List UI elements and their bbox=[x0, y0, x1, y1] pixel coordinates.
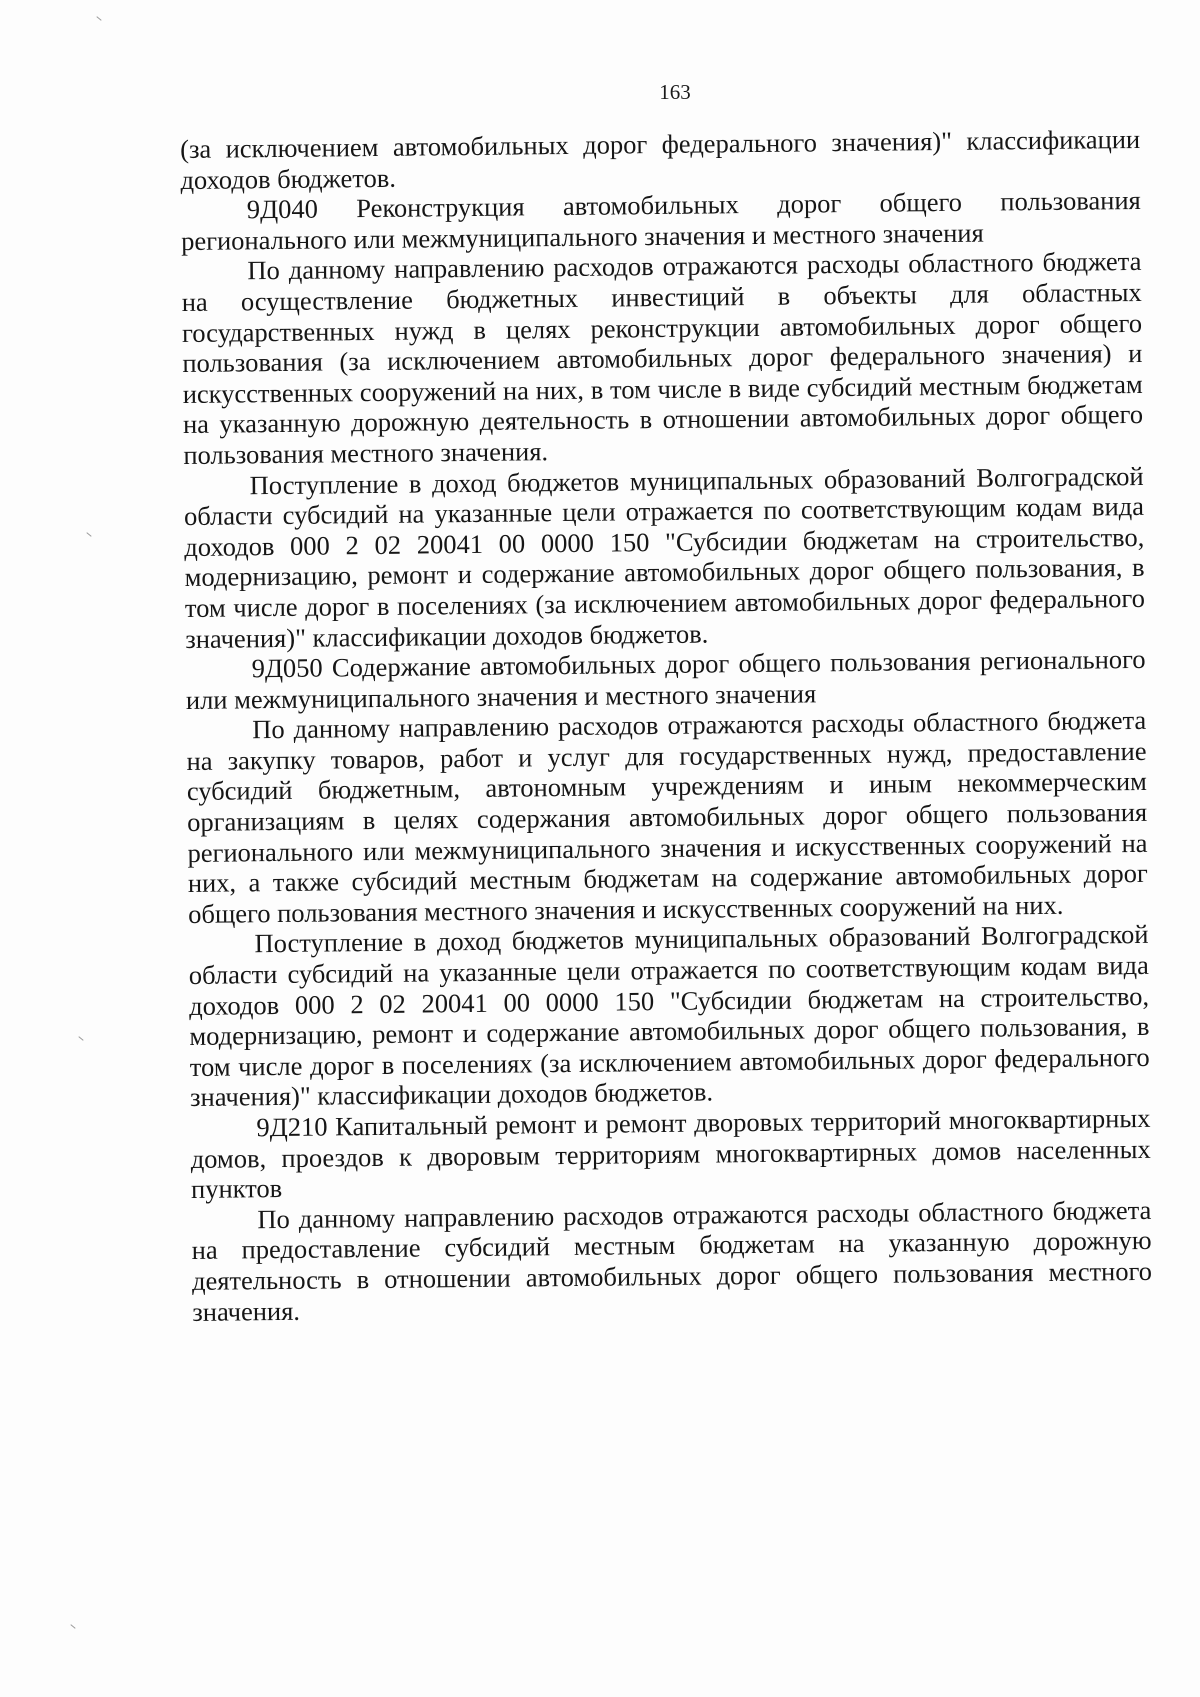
paragraph-9d210-description: По данному направлению расходов отражаются расходы областного бюджета на предоставление субсидий местным бюджетам на указанную дорожную деятельность в отношении автомобильных дорог общего пользования местного значения. bbox=[191, 1194, 1153, 1327]
scan-artifact bbox=[86, 532, 91, 537]
paragraph-9d040-description: По данному направлению расходов отражаются расходы областного бюджета на осуществление бюджетных инвестиций в объекты для областных государственных нужд в целях реконструкции автомобильных дорог общего пользования (за исключением автомобильных дорог федерального значения) и искусственных сооружений на них, в том числе в виде субсидий местным бюджетам на указанную дорожную деятельность в отношении автомобильных дорог общего пользования местного значения. bbox=[181, 246, 1144, 470]
scan-artifact bbox=[78, 1036, 83, 1041]
scan-artifact bbox=[96, 16, 101, 21]
paragraph-9d040-income: Поступление в доход бюджетов муниципальных образований Волгоградской области субсидий на указанные цели отражается по соответствующим кодам вида доходов 000 2 02 20041 00 0000 150 "Субсидии бюджетам на строительство, модернизацию, ремонт и содержание автомобильных дорог общего пользования, в том числе дорог в поселениях (за исключением автомобильных дорог федерального значения)" классификации доходов бюджетов. bbox=[183, 460, 1146, 654]
paragraph-continuation: (за исключением автомобильных дорог федерального значения)" классификации доходов бюджетов. bbox=[180, 123, 1141, 195]
page-number: 163 bbox=[659, 80, 691, 104]
scan-artifact bbox=[70, 1624, 75, 1629]
document-body bbox=[180, 124, 1152, 1327]
section-heading-9d050: 9Д050 Содержание автомобильных дорог общего пользования регионального или межмуниципального значения и местного значения bbox=[185, 644, 1146, 715]
section-heading-9d040: 9Д040 Реконструкция автомобильных дорог общего пользования регионального или межмуниципального значения и местного значения bbox=[180, 185, 1141, 256]
paragraph-9d050-description: По данному направлению расходов отражаются расходы областного бюджета на закупку товаров, работ и услуг для государственных нужд, предоставление субсидий бюджетным, автономным учреждениям и иным некоммерческим организациям в целях содержания автомобильных дорог общего пользования регионального или межмуниципального значения и искусственных сооружений на них, а также субсидий местным бюджетам на содержание автомобильных дорог общего пользования местного значения и искусственных сооружений на них. bbox=[186, 705, 1148, 929]
section-heading-9d210: 9Д210 Капитальный ремонт и ремонт дворовых территорий многоквартирных домов, проездов к дворовым территориям многоквартирных домов населенных пунктов bbox=[190, 1102, 1151, 1205]
paragraph-9d050-income: Поступление в доход бюджетов муниципальных образований Волгоградской области субсидий на указанные цели отражается по соответствующим кодам вида доходов 000 2 02 20041 00 0000 150 "Субсидии бюджетам на строительство, модернизацию, ремонт и содержание автомобильных дорог общего пользования, в том числе дорог в поселениях (за исключением автомобильных дорог федерального значения)" классификации доходов бюджетов. bbox=[188, 919, 1150, 1113]
